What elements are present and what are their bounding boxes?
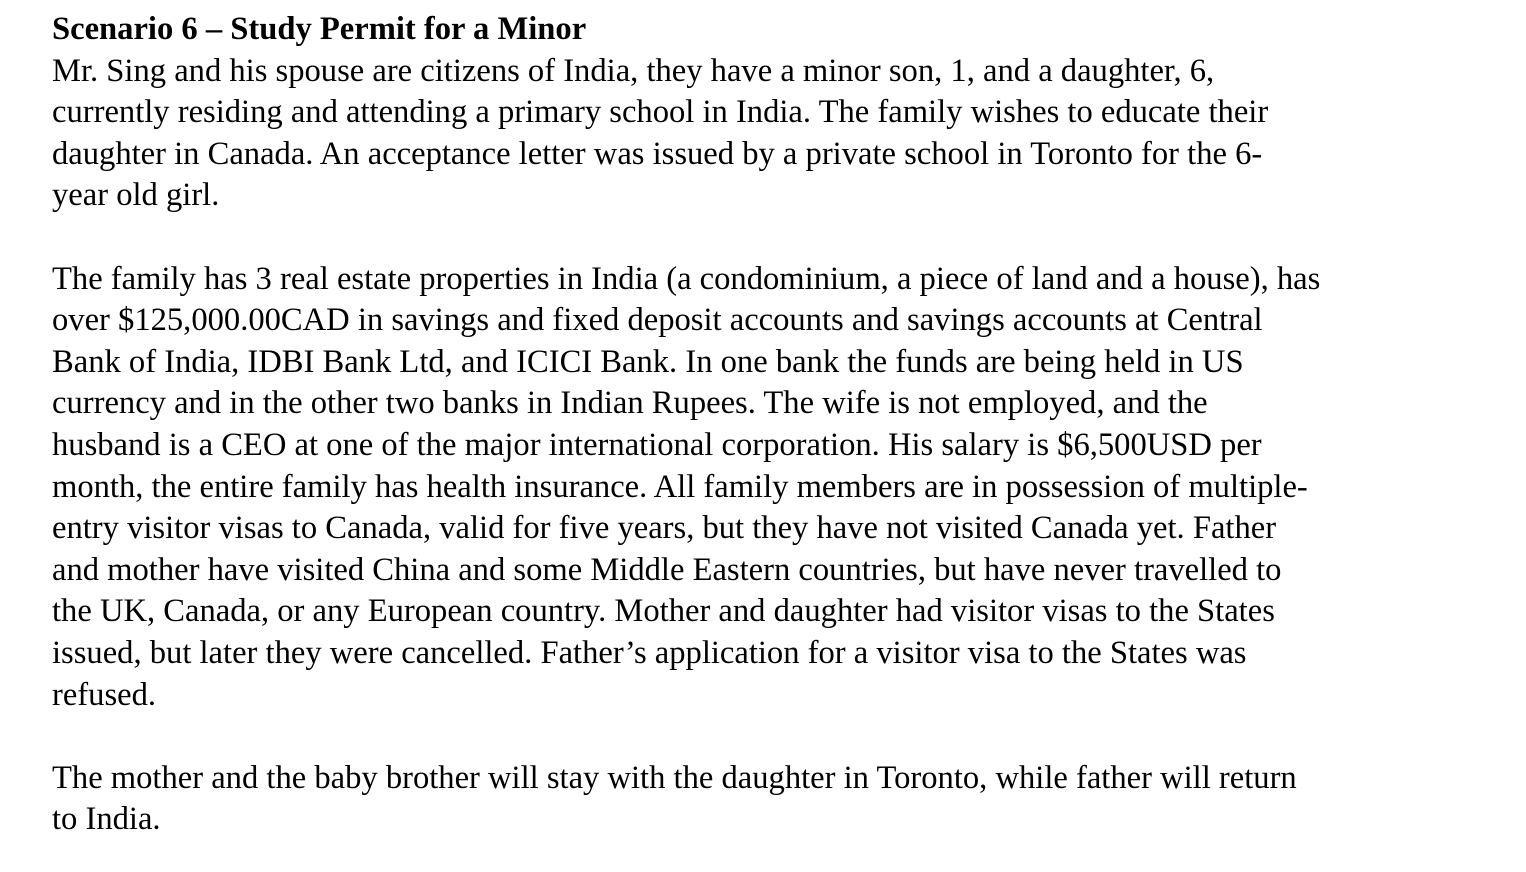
paragraph-line: the UK, Canada, or any European country. Mother and daughter had visitor visas to the States bbox=[52, 593, 1275, 630]
paragraph-family-background bbox=[52, 51, 1502, 217]
paragraph-spacer bbox=[52, 716, 1502, 758]
paragraph-line: daughter in Canada. An acceptance letter was issued by a private school in Toronto for the 6- bbox=[52, 135, 1263, 172]
document-title: Scenario 6 – Study Permit for a Minor bbox=[52, 11, 587, 47]
paragraph-living-arrangement bbox=[52, 758, 1502, 841]
paragraph-line: month, the entire family has health insurance. All family members are in possession of multiple- bbox=[52, 468, 1308, 505]
paragraph-line: husband is a CEO at one of the major international corporation. His salary is $6,500USD per bbox=[52, 426, 1262, 463]
paragraph-line: refused. bbox=[52, 676, 157, 713]
paragraph-line: year old girl. bbox=[52, 177, 220, 214]
paragraph-line: Mr. Sing and his spouse are citizens of India, they have a minor son, 1, and a daughter, 6, bbox=[52, 52, 1215, 89]
paragraph-line: The mother and the baby brother will stay with the daughter in Toronto, while father will return bbox=[52, 759, 1297, 796]
paragraph-line: Bank of India, IDBI Bank Ltd, and ICICI Bank. In one bank the funds are being held in US bbox=[52, 343, 1244, 380]
document-body bbox=[52, 9, 1502, 841]
paragraph-line: to India. bbox=[52, 801, 161, 838]
paragraph-line: over $125,000.00CAD in savings and fixed deposit accounts and savings accounts at Central bbox=[52, 302, 1263, 339]
paragraph-line: currency and in the other two banks in Indian Rupees. The wife is not employed, and the bbox=[52, 385, 1208, 422]
paragraph-line: entry visitor visas to Canada, valid for five years, but they have not visited Canada yet. Father bbox=[52, 510, 1277, 547]
paragraph-line: and mother have visited China and some Middle Eastern countries, but have never travelled to bbox=[52, 551, 1282, 588]
paragraph-spacer bbox=[52, 217, 1502, 259]
paragraph-line: issued, but later they were cancelled. Father’s application for a visitor visa to the States was bbox=[52, 634, 1247, 671]
paragraph-line: The family has 3 real estate properties in India (a condominium, a piece of land and a house), has bbox=[52, 260, 1321, 297]
paragraph-line: currently residing and attending a primary school in India. The family wishes to educate their bbox=[52, 94, 1269, 131]
paragraph-financial-travel-history bbox=[52, 259, 1502, 717]
